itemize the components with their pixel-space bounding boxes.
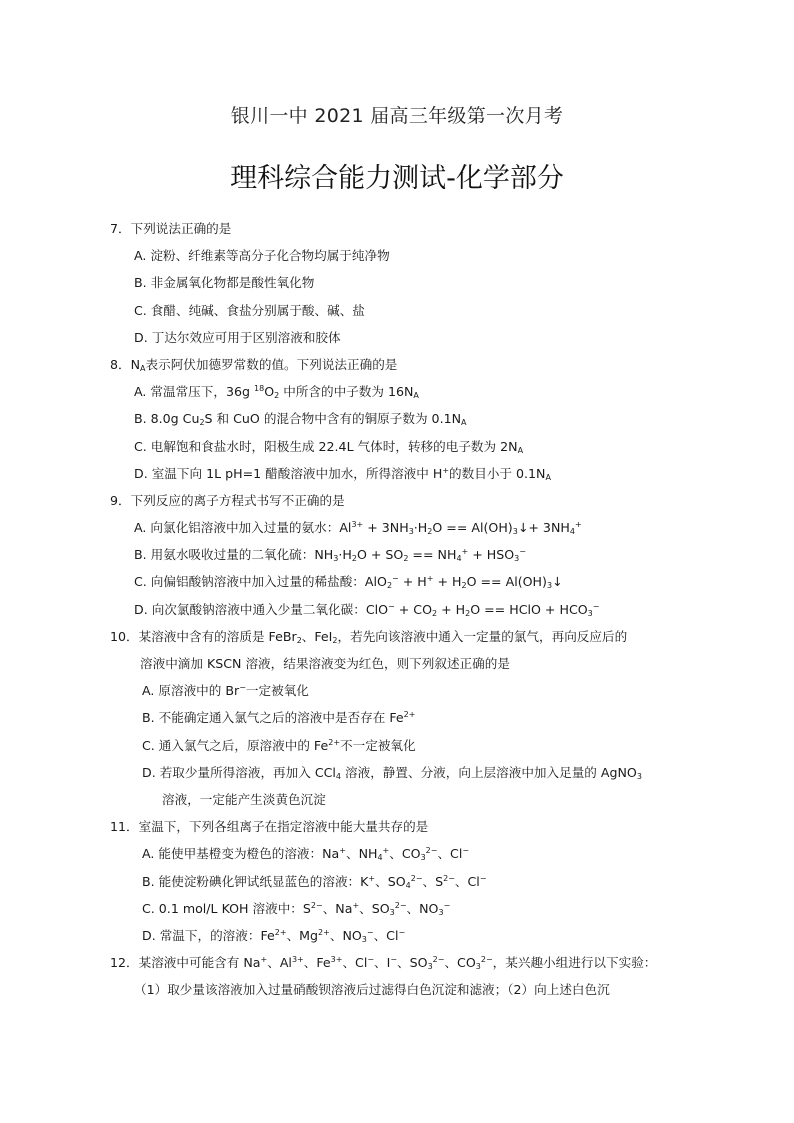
question-11-option-c: C. 0.1 mol/L KOH 溶液中：$S^{2-}$、Na+、$SO_3^{2-}$、$NO_3^-$ — [142, 900, 451, 917]
question-8-stem: 8．$N_A$表示阿伏加德罗常数的值。下列说法正确的是 — [110, 356, 398, 373]
question-8-option-a: A. 常温常压下，36g $^{18}O_2$ 中所含的中子数为 $16N_A$ — [134, 384, 419, 401]
question-7-option-b: B. 非金属氧化物都是酸性氧化物 — [134, 275, 315, 291]
question-12-stem: 12．某溶液中可能含有 Na+、$Al^{3+}$、$Fe^{3+}$、Cl−、I−、$SO_3^{2-}$、$CO_3^{2-}$，某兴趣小组进行以下实验： — [110, 955, 657, 972]
question-9-option-a: A. 向氯化铝溶液中加入过量的氨水：$Al^{3+} + 3NH_3\cdot H_2O$ == $Al(OH)_3↓+ 3NH_4^+$ — [134, 520, 582, 537]
question-9-option-b: B. 用氨水吸收过量的二氧化硫：$NH_3\cdot H_2O + SO_2 == NH_4^+ + HSO_3^-$ — [134, 547, 526, 564]
question-10-option-d: D. 若取少量所得溶液，再加入 CCl$_4$ 溶液，静置、分液，向上层溶液中加入足量的 AgNO$_3$ — [142, 764, 642, 781]
subject-title: 理科综合能力测试-化学部分 — [230, 163, 564, 194]
question-10-option-b: B. 不能确定通入氯气之后的溶液中是否存在 $Fe^{2+}$ — [142, 710, 416, 726]
question-11-option-b: B. 能使淀粉碘化钾试纸显蓝色的溶液：K+、$SO_4^{2-}$、$S^{2-}$、Cl− — [142, 873, 487, 890]
question-9-option-d: D. 向次氯酸钠溶液中通入少量二氧化碳：$ClO^- + CO_2 + H_2O$ == HClO + $HCO_3^-$ — [134, 601, 600, 618]
question-11-option-d: D. 常温下，的溶液：$Fe^{2+}$、$Mg^{2+}$、$NO_3^-$、Cl− — [142, 927, 406, 944]
question-9-stem: 9．下列反应的离子方程式书写不正确的是 — [110, 492, 345, 508]
question-7-option-a: A. 淀粉、纤维素等高分子化合物均属于纯净物 — [134, 248, 390, 264]
exam-title: 银川一中 2021 届高三年级第一次月考 — [230, 105, 564, 127]
question-7-option-c: C. 食醋、纯碱、食盐分别属于酸、碱、盐 — [134, 302, 365, 318]
question-12-sub-1: （1）取少量该溶液加入过量硝酸钡溶液后过滤得白色沉淀和滤液；（2）向上述白色沉 — [134, 982, 610, 998]
question-7-stem: 7．下列说法正确的是 — [110, 221, 232, 236]
question-10-stem-cont: 溶液中滴加 KSCN 溶液，结果溶液变为红色，则下列叙述正确的是 — [140, 656, 510, 671]
question-10-option-d-cont: 溶液，一定能产生淡黄色沉淀 — [162, 791, 326, 807]
question-8-option-c: C. 电解饱和食盐水时，阳极生成 22.4L 气体时，转移的电子数为 $2N_A$ — [134, 438, 524, 455]
question-11-stem: 11．室温下，下列各组离子在指定溶液中能大量共存的是 — [110, 819, 429, 835]
question-9-option-c: C. 向偏铝酸钠溶液中加入过量的稀盐酸：$AlO_2^- + H^+ + H_2O$ == $Al(OH)_3↓$ — [134, 574, 563, 591]
question-10-option-a: A. 原溶液中的 Br−一定被氧化 — [142, 683, 309, 699]
question-11-option-a: A. 能使甲基橙变为橙色的溶液：Na+、$NH_4^+$、$CO_3^{2-}$、Cl− — [142, 846, 470, 863]
question-7-option-d: D. 丁达尔效应可用于区别溶液和胶体 — [134, 329, 341, 345]
question-list — [110, 215, 690, 1003]
question-10-option-c: C. 通入氯气之后，原溶液中的 $Fe^{2+}$不一定被氧化 — [142, 737, 416, 753]
question-8-option-b: B. 8.0g $Cu_2S$ 和 CuO 的混合物中含有的铜原子数为 $0.1N_A$ — [134, 411, 467, 428]
question-10-stem: 10．某溶液中含有的溶质是 FeBr$_2$、FeI$_2$，若先向该溶液中通入一定量的氯气，再向反应后的 — [110, 628, 628, 645]
question-8-option-d: D. 室温下向 1L pH=1 醋酸溶液中加水，所得溶液中 H+的数目小于 $0.1N_A$ — [134, 465, 551, 482]
